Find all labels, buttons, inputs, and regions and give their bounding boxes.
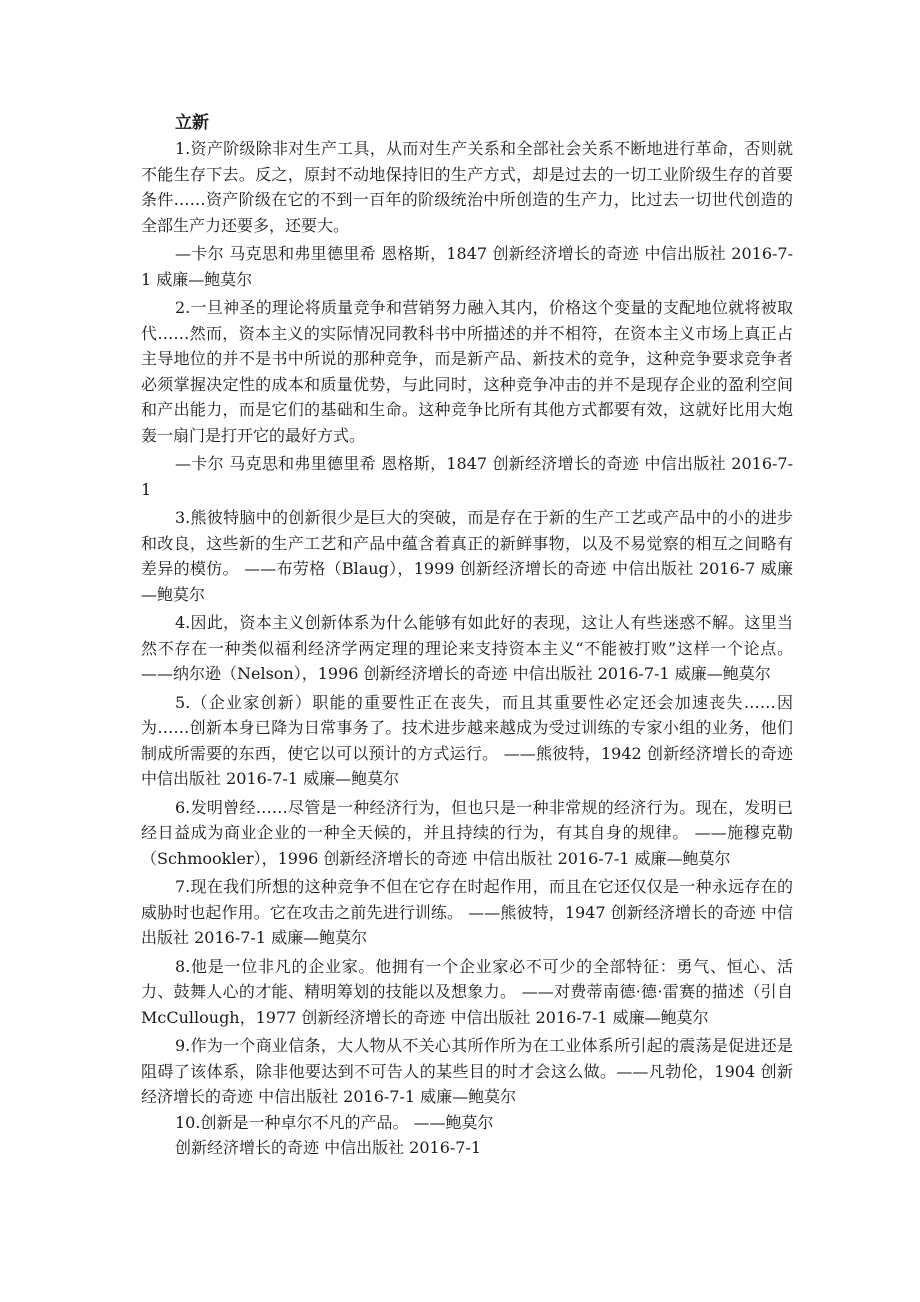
document-title: 立新: [175, 113, 209, 133]
paragraph-source: 创新经济增长的奇迹 中信出版社 2016-7-1: [175, 1138, 482, 1157]
paragraph-quote-7: 7.现在我们所想的这种竞争不但在它存在时起作用，而且在它还仅仅是一种永远存在的威胁时也起作用。它在攻击之前先进行训练。 ——熊彼特，1947 创新经济增长的奇迹 中信出版社 2016-7-1 威廉—鲍莫尔: [141, 877, 793, 947]
paragraph-quote-3: 3.熊彼特脑中的创新很少是巨大的突破，而是存在于新的生产工艺或产品中的小的进步和改良，这些新的生产工艺和产品中蕴含着真正的新鲜事物，以及不易觉察的相互之间略有差异的模仿。 ——布劳格（Blaug），1999 创新经济增长的奇迹 中信出版社 2016-7 威廉—鲍莫尔: [141, 508, 793, 604]
paragraph-citation-1: —卡尔 马克思和弗里德里希 恩格斯，1847 创新经济增长的奇迹 中信出版社 2016-7-1 威廉—鲍莫尔: [141, 244, 793, 289]
paragraph-quote-6: 6.发明曾经……尽管是一种经济行为，但也只是一种非常规的经济行为。现在，发明已经日益成为商业企业的一种全天候的，并且持续的行为，有其自身的规律。 ——施穆克勒（Schmookler），1996 创新经济增长的奇迹 中信出版社 2016-7-1 威廉—鲍莫尔: [141, 797, 793, 868]
paragraph-quote-9: 9.作为一个商业信条，大人物从不关心其所作所为在工业体系所引起的震荡是促进还是阻碍了该体系，除非他要达到不可告人的某些目的时才会这么做。——凡勃伦，1904 创新经济增长的奇迹 中信出版社 2016-7-1 威廉—鲍莫尔: [141, 1036, 793, 1106]
paragraph-quote-2: 2.一旦神圣的理论将质量竞争和营销努力融入其内，价格这个变量的支配地位就将被取代……然而，资本主义的实际情况同教科书中所描述的并不相符，在资本主义市场上真正占主导地位的并不是书中所说的那种竞争，而是新产品、新技术的竞争，这种竞争要求竞争者必须掌握决定性的成本和质量优势，与此同时，这种竞争冲击的并不是现存企业的盈利空间和产出能力，而是它们的基础和生命。这种竞争比所有其他方式都要有效，这就好比用大炮轰一扇门是打开它的最好方式。: [141, 298, 793, 445]
paragraph-quote-8: 8.他是一位非凡的企业家。他拥有一个企业家必不可少的全部特征：勇气、恒心、活力、鼓舞人心的才能、精明筹划的技能以及想象力。 ——对费蒂南德·德·雷赛的描述（引自 McCullough，1977 创新经济增长的奇迹 中信出版社 2016-7-1 威廉—鲍莫尔: [141, 956, 793, 1027]
document-page: [141, 110, 793, 1161]
paragraph-citation-2: —卡尔 马克思和弗里德里希 恩格斯，1847 创新经济增长的奇迹 中信出版社 2016-7-1: [141, 454, 793, 499]
paragraph-quote-4: 4.因此，资本主义创新体系为什么能够有如此好的表现，这让人有些迷惑不解。这里当然不存在一种类似福利经济学两定理的理论来支持资本主义“不能被打败”这样一个论点。 ——纳尔逊（Nelson），1996 创新经济增长的奇迹 中信出版社 2016-7-1 威廉—鲍莫尔: [141, 613, 793, 683]
paragraph-quote-1: 1.资产阶级除非对生产工具，从而对生产关系和全部社会关系不断地进行革命，否则就不能生存下去。反之，原封不动地保持旧的生产方式，却是过去的一切工业阶级生存的首要条件……资产阶级在它的不到一百年的阶级统治中所创造的生产力，比过去一切世代创造的全部生产力还要多，还要大。: [141, 139, 793, 235]
paragraph-quote-10: 10.创新是一种卓尔不凡的产品。 ——鲍莫尔: [175, 1112, 494, 1132]
paragraph-quote-5: 5.（企业家创新）职能的重要性正在丧失，而且其重要性必定还会加速丧失……因为……创新本身已降为日常事务了。技术进步越来越成为受过训练的专家小组的业务，他们制成所需要的东西，使它以可以预计的方式运行。 ——熊彼特，1942 创新经济增长的奇迹 中信出版社 2016-7-1 威廉—鲍莫尔: [141, 692, 793, 788]
